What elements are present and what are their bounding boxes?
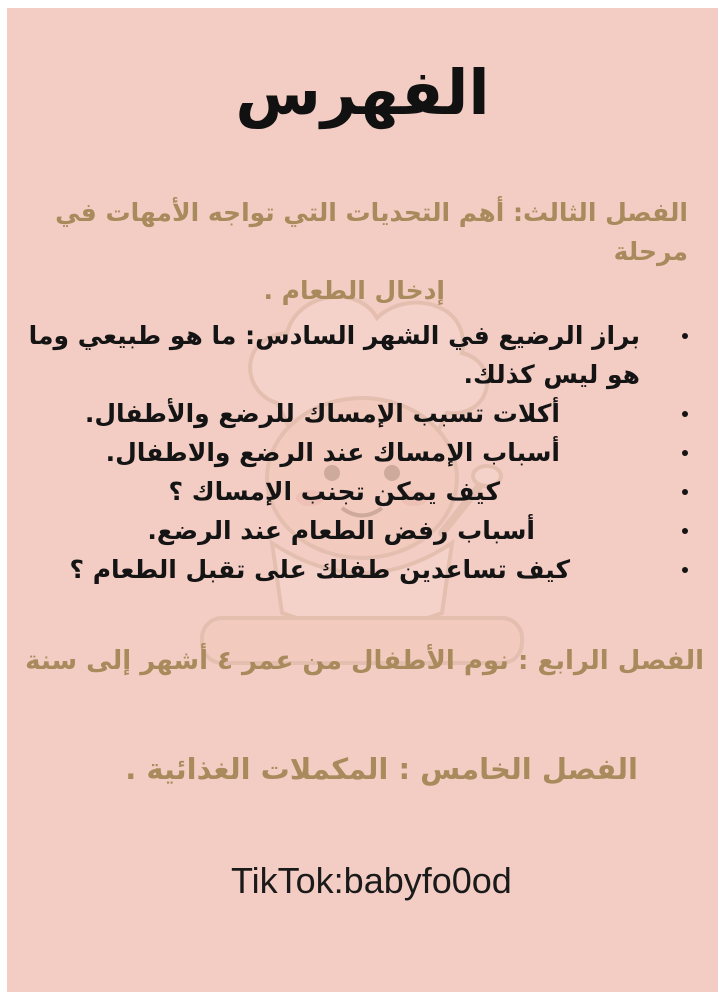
list-item — [28, 550, 688, 589]
list-item — [28, 511, 688, 550]
list-item-text: كيف تساعدين طفلك على تقبل الطعام ؟ — [69, 555, 570, 584]
bullet-dot-icon — [682, 528, 688, 534]
list-item — [28, 394, 688, 433]
chapter-3-line-2: إدخال الطعام . — [263, 275, 445, 305]
index-page — [7, 8, 718, 992]
list-item-text: كيف يمكن تجنب الإمساك ؟ — [168, 477, 500, 506]
chapter-5-heading: الفصل الخامس : المكملات الغذائية . — [125, 752, 638, 786]
chapter-3-heading — [28, 194, 688, 310]
list-item — [28, 433, 688, 472]
list-item-text: براز الرضيع في الشهر السادس: ما هو طبيعي وما هو ليس كذلك. — [28, 321, 640, 389]
bullet-dot-icon — [682, 489, 688, 495]
bullet-dot-icon — [682, 333, 688, 339]
list-item-text: أسباب الإمساك عند الرضع والاطفال. — [105, 438, 560, 467]
chapter-3-line-1: الفصل الثالث: أهم التحديات التي تواجه الأمهات في مرحلة — [55, 198, 688, 266]
bullet-dot-icon — [682, 450, 688, 456]
list-item — [28, 316, 688, 394]
list-item-text: أكلات تسبب الإمساك للرضع والأطفال. — [84, 399, 560, 428]
page-title: الفهرس — [235, 56, 490, 129]
list-item — [28, 472, 688, 511]
chapter-3-topics-list — [28, 316, 688, 589]
chapter-4-heading: الفصل الرابع : نوم الأطفال من عمر ٤ أشهر إلى سنة — [25, 646, 704, 676]
tiktok-handle: TikTok:babyfo0od — [231, 860, 512, 901]
bullet-dot-icon — [682, 411, 688, 417]
bullet-dot-icon — [682, 567, 688, 573]
list-item-text: أسباب رفض الطعام عند الرضع. — [147, 516, 535, 545]
